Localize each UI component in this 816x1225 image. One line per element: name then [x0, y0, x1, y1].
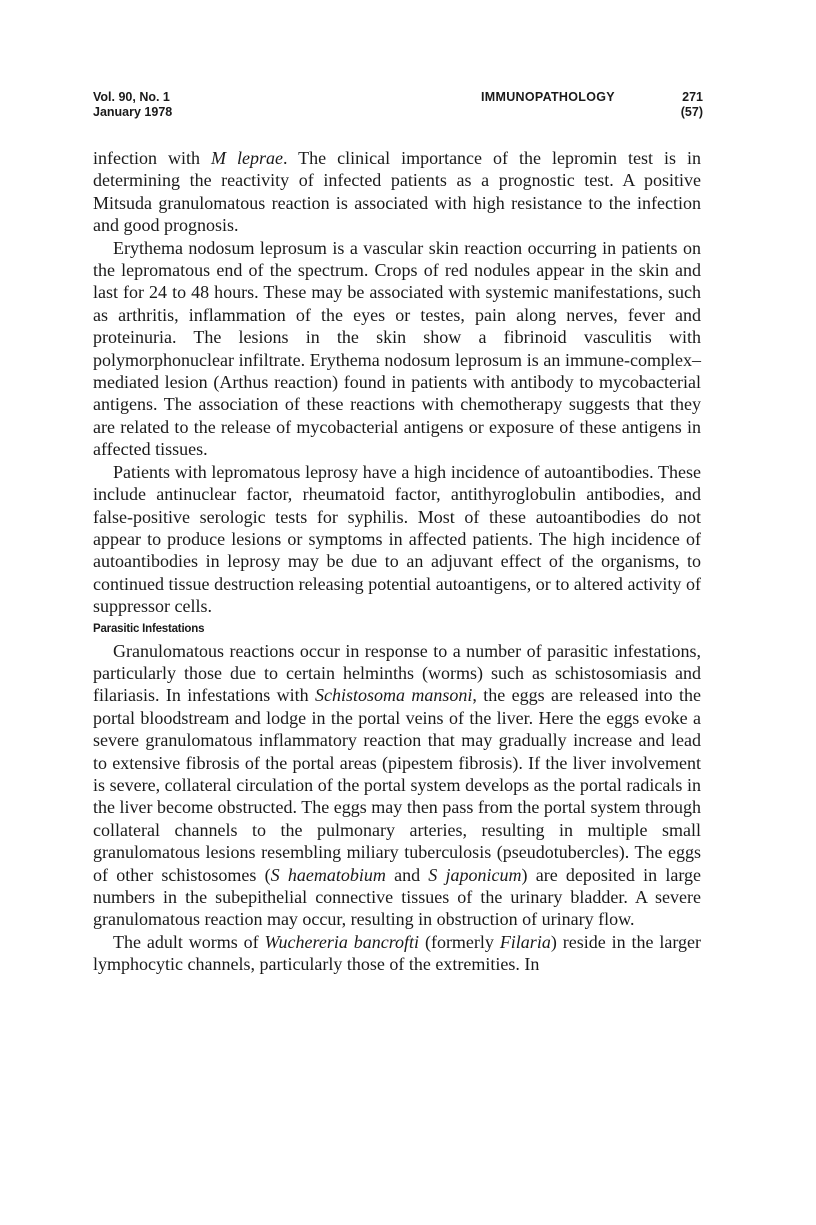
issue-date: January 1978 — [93, 105, 173, 119]
section-subheading: Parasitic Infestations — [93, 622, 205, 635]
header-left — [93, 90, 172, 120]
organism-name: S japonicum — [428, 864, 522, 885]
running-title: IMMUNOPATHOLOGY — [481, 90, 615, 104]
paragraph-autoantibodies: Patients with lepromatous leprosy have a high incidence of autoantibodies. These include antinuclear factor, rheumatoid factor, antithyroglobulin antibodies, and false-positive serologic tests for syphilis. Most of these autoantibodies do not appear to produce lesions or symptoms in affected patients. The high incidence of autoantibodies in leprosy may be due to an adjuvant effect of the organisms, to continued tissue destruction releasing potential autoantigens, or to altered activity of suppressor cells. — [93, 461, 701, 617]
paragraph-wuchereria: The adult worms of Wuchereria bancrofti (formerly Filaria) reside in the larger lymphocytic channels, particularly those of the extremities. In — [93, 931, 701, 975]
volume-issue: Vol. 90, No. 1 — [93, 90, 170, 104]
section-page-number: (57) — [680, 105, 703, 119]
organism-name: Wuchereria bancrofti — [264, 931, 420, 952]
header-right — [681, 90, 703, 120]
organism-name: M leprae — [210, 148, 283, 168]
organism-name: S haematobium — [270, 864, 386, 885]
page-number: 271 — [682, 90, 703, 104]
running-header — [93, 90, 703, 124]
article-body — [93, 147, 701, 976]
organism-name: Filaria — [499, 931, 551, 952]
paragraph-parasitic-infestations: Granulomatous reactions occur in response to a number of parasitic infestations, particularly those due to certain helminths (worms) such as schistosomiasis and filariasis. In infestations with Schistosoma mansoni, the eggs are released into the portal bloodstream and lodge in the portal veins of the liver. Here the eggs evoke a severe granulomatous inflammatory reaction that may gradually increase and lead to extensive fibrosis of the portal areas (pipestem fibrosis). If the liver involvement is severe, collateral circulation of the portal system develops as the portal radicals in the liver become obstructed. The eggs may then pass from the portal system through collateral channels to the pulmonary arteries, resulting in multiple small granulomatous lesions resembling miliary tuberculosis (pseudotubercles). The eggs of other schistosomes (S haematobium and S japonicum) are deposited in large numbers in the subepithelial connective tissues of the urinary bladder. A severe granulomatous reaction may occur, resulting in obstruction of urinary flow. — [93, 640, 702, 930]
paragraph-continued: infection with M leprae. The clinical importance of the lepromin test is in determining the reactivity of infected patients as a prognostic test. A positive Mitsuda granulomatous reaction is associated with high resistance to the infection and good prognosis. — [93, 148, 701, 236]
paragraph-erythema-nodosum: Erythema nodosum leprosum is a vascular skin reaction occurring in patients on the lepromatous end of the spectrum. Crops of red nodules appear in the skin and last for 24 to 48 hours. These may be associated with systemic manifestations, such as arthritis, inflammation of the eyes or testes, pain along nerves, fever and proteinuria. The lesions in the skin show a fibrinoid vasculitis with polymorphonuclear infiltrate. Erythema nodosum leprosum is an immune-complex–mediated lesion (Arthus reaction) found in patients with antibody to mycobacterial antigens. The association of these reactions with chemotherapy suggests that they are related to the release of mycobacterial antigens or exposure of these antigens in affected tissues. — [93, 237, 701, 460]
organism-name: Schistosoma mansoni — [314, 685, 473, 706]
